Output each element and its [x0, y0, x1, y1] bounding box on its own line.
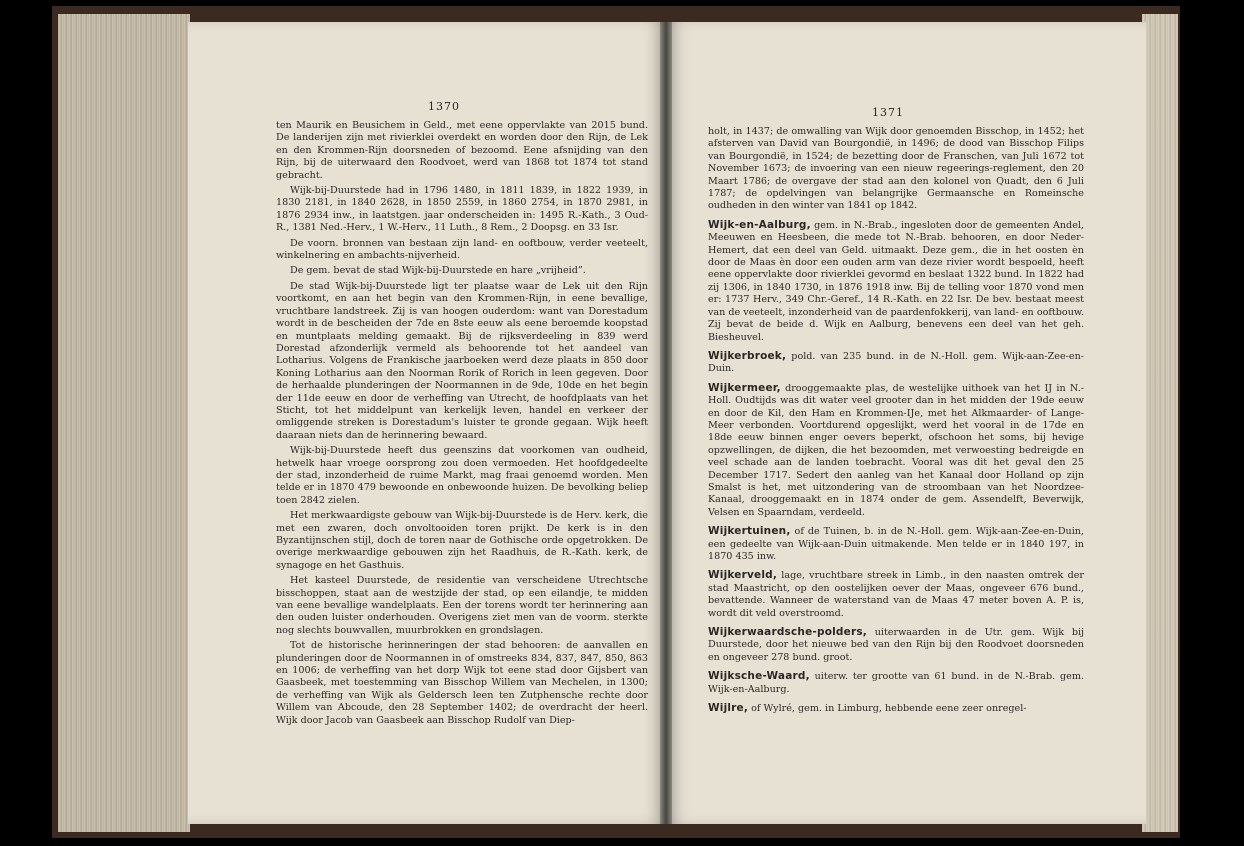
book-gutter [660, 22, 672, 824]
paragraph [276, 238, 648, 263]
paragraph [708, 382, 1084, 519]
paragraph [276, 265, 648, 277]
paragraph [708, 670, 1084, 696]
paragraph-text: of Wylré, gem. in Limburg, hebbende eene zeer onregel- [748, 703, 1027, 715]
left-page-text [276, 120, 648, 730]
paragraph [708, 702, 1084, 715]
paragraph-text: lage, vruchtbare streek in Limb., in den naasten omtrek der stad Maastricht, op den oostelijken oever der Maas, ongeveer 676 bund., bevattende. Wanneer de waterstand van de Maas 47 meter boven A. P. is, wordt dit veld overstroomd. [708, 570, 1084, 619]
page-edge-left [58, 14, 190, 832]
paragraph [276, 120, 648, 182]
paragraph [276, 445, 648, 507]
entry-headword: Wijksche-Waard, [708, 670, 810, 683]
paragraph [708, 626, 1084, 664]
entry-headword: Wijkerwaardsche-polders, [708, 626, 867, 639]
paragraph-text: pold. van 235 bund. in de N.-Holl. gem. Wijk-aan-Zee-en-Duin. [708, 350, 1084, 375]
paragraph-text: De voorn. bronnen van bestaan zijn land- en ooftbouw, verder veeteelt, winkelnering en ambachts-nijverheid. [276, 237, 648, 262]
paragraph [708, 219, 1084, 344]
paragraph-text: Tot de historische herinneringen der stad behooren: de aanvallen en plunderingen door de Noormannen in of omstreeks 834, 837, 847, 850, 863 en 1006; de verheffing van het dorp Wijk tot eene stad door Gijsbert van Gaasbeek, met toestemming van Bisschop Willem van Mechelen, in 1300; de verheffing van Wijk als Geldersch leen ten Zutphensche rechte door Willem van Abcoude, den 28 September 1402; de overdracht der heerl. Wijk door Jacob van Gaasbeek aan Bisschop Rudolf van Diep- [276, 640, 648, 726]
left-page [188, 22, 666, 824]
paragraph [276, 575, 648, 637]
entry-headword: Wijk-en-Aalburg, [708, 218, 811, 231]
paragraph-text: uiterwaarden in de Utr. gem. Wijk bij Duurstede, door het nieuwe bed van den Rijn bij den Roodvoet doorsneden en ongeveer 278 bund. groot. [708, 627, 1084, 663]
paragraph-text: Het kasteel Duurstede, de residentie van verscheidene Utrechtsche bisschoppen, staat aan de westzijde der stad, op een eilandje, te midden van eene bevallige wandelplaats. Een der torens wordt ter herinnering aan den ouden luister onderhouden. Overigens ziet men van de voorm. sterkte nog slechts bouwvallen, muurbrokken en grondslagen. [276, 575, 648, 636]
paragraph-text: of de Tuinen, b. in de N.-Holl. gem. Wijk-aan-Zee-en-Duin, een gedeelte van Wijk-aan-Duin uitmakende. Men telde er in 1840 197, in 1870 435 inw. [708, 526, 1084, 562]
page-number-right: 1371 [872, 106, 904, 119]
paragraph [276, 185, 648, 235]
paragraph [276, 640, 648, 727]
paragraph-text: gem. in N.-Brab., ingesloten door de gemeenten Andel, Meeuwen en Heesbeen, die mede tot N.-Brab. behooren, en door Neder-Hemert, dat een deel van Geld. uitmaakt. Deze gem., die in het oosten èn door de Maas èn door een ouden arm van deze rivier wordt bespoeld, heeft eene oppervlakte door rivierklei gevormd en beslaat 1322 bund. In 1822 had zij 1306, in 1840 1730, in 1876 1918 inw. Bij de telling voor 1870 vond men er: 1737 Herv., 349 Chr.-Geref., 14 R.-Kath. en 22 Isr. De bev. bestaat meest van de veeteelt, inzonderheid van de paardenfokkerij, van land- en ooftbouw. Zij bevat de beide d. Wijk en Aalburg, benevens een deel van het geh. Biesheuvel. [708, 219, 1084, 343]
paragraph-text: De gem. bevat de stad Wijk-bij-Duurstede en hare „vrijheid”. [290, 265, 586, 277]
entry-headword: Wijkerbroek, [708, 349, 787, 362]
entry-headword: Wijkertuinen, [708, 525, 791, 538]
paragraph-text: ten Maurik en Beusichem in Geld., met eene oppervlakte van 2015 bund. De landerijen zijn met rivierklei overdekt en worden door den Rijn, de Lek en den Krommen-Rijn doorsneden of bezoomd. Eene afsnijding van den Rijn, bij de uiterwaard den Roodvoet, werd van 1868 tot 1874 tot stand gebracht. [276, 120, 648, 181]
paragraph [708, 569, 1084, 620]
entry-headword: Wijkermeer, [708, 381, 781, 394]
paragraph-text: drooggemaakte plas, de westelijke uithoek van het IJ in N.-Holl. Oudtijds was dit water veel grooter dan in het midden der 19de eeuw en door de Kil, den Ham en Krommen-IJe, met het Alkmaarder- of Lange-Meer verbonden. Voortdurend opgeslijkt, werd het vooral in de 17de en 18de eeuw binnen enger oevers beperkt, ofschoon het soms, bij hevige opzwellingen, de dijken, die het bezoomden, met verwoesting bedreigde en veel schade aan de landen toebracht. Vooral was dit het geval den 25 December 1717. Sedert den aanleg van het Kanaal door Holland op zijn Smalst is het, met uitzondering van de stroombaan van het Noordzee-Kanaal, drooggemaakt en in 1874 onder de gem. Assendelft, Beverwijk, Velsen en Spaarndam, verdeeld. [708, 382, 1084, 518]
entry-headword: Wijlre, [708, 702, 749, 715]
right-page [666, 22, 1146, 824]
paragraph-text: holt, in 1437; de omwalling van Wijk door genoemden Bisschop, in 1452; het afsterven van David van Bourgondië, in 1496; de dood van Bisschop Filips van Bourgondië, in 1524; de bezetting door de Franschen, van Juli 1672 tot November 1673; de invoering van een nieuw regeerings-reglement, den 20 Maart 1786; de overgave der stad aan den kolonel von Quadt, den 6 Juli 1787; de opdelvingen van belangrijke Germaansche en Romeinsche oudheden in den winter van 1841 op 1842. [708, 126, 1084, 212]
paragraph-text: Het merkwaardigste gebouw van Wijk-bij-Duurstede is de Herv. kerk, die met een zwaren, doch onvoltooiden toren prijkt. De kerk is in den Byzantijnschen stijl, doch de toren naar de Gothische orde opgetrokken. De overige merkwaardige gebouwen zijn het Raadhuis, de R.-Kath. kerk, de synagoge en het Gasthuis. [276, 510, 648, 571]
entry-headword: Wijkerveld, [708, 569, 778, 582]
page-edge-right [1142, 14, 1178, 832]
paragraph-text: Wijk-bij-Duurstede had in 1796 1480, in 1811 1839, in 1822 1939, in 1830 2181, in 1840 2628, in 1850 2559, in 1860 2754, in 1870 2981, in 1876 2934 inw., in laatstgen. jaar onderscheiden in: 1495 R.-Kath., 3 Oud-R., 1381 Ned.-Herv., 1 W.-Herv., 11 Luth., 8 Rem., 2 Doopsg. en 33 Isr. [276, 185, 648, 234]
paragraph [708, 525, 1084, 563]
page-number-left: 1370 [428, 100, 460, 113]
paragraph-text: uiterw. ter grootte van 61 bund. in de N.-Brab. gem. Wijk-en-Aalburg. [708, 671, 1084, 695]
paragraph [276, 281, 648, 442]
paragraph [708, 126, 1084, 213]
paragraph-text: Wijk-bij-Duurstede heeft dus geenszins dat voorkomen van oudheid, hetwelk haar vroege oorsprong zou doen vermoeden. Het hoofdgedeelte der stad, inzonderheid de ruime Markt, mag fraai genoemd worden. Men telde er in 1870 479 bewoonde en onbewoonde huizen. De bevolking beliep toen 2842 zielen. [276, 445, 648, 506]
paragraph-text: De stad Wijk-bij-Duurstede ligt ter plaatse waar de Lek uit den Rijn voortkomt, en aan het begin van den Krommen-Rijn, in eene bevallige, vruchtbare landstreek. Zij is van hoogen ouderdom: want van Dorestadum wordt in de bescheiden der 7de en 8ste eeuw als eene beroemde koopstad en muntplaats melding gemaakt. Bij de rijksverdeeling in 839 werd Dorestad afzonderlijk vermeld als behoorende tot het aandeel van Lotharius. Volgens de Frankische jaarboeken werd deze plaats in 850 door Koning Lotharius aan den Noorman Rorik of Rorich in leen gegeven. Door de herhaalde plunderingen der Noormannen in de 9de, 10de en het begin der 11de eeuw en door de verheffing van Utrecht, de hoofdplaats van het Sticht, tot het middelpunt van kerkelijk leven, handel en verkeer der omliggende streken is Dorestadum's luister te gronde gegaan. Wijk heeft daaraan niets dan de herinnering bewaard. [276, 280, 648, 441]
paragraph [276, 510, 648, 572]
paragraph [708, 350, 1084, 376]
right-page-text [708, 126, 1084, 718]
